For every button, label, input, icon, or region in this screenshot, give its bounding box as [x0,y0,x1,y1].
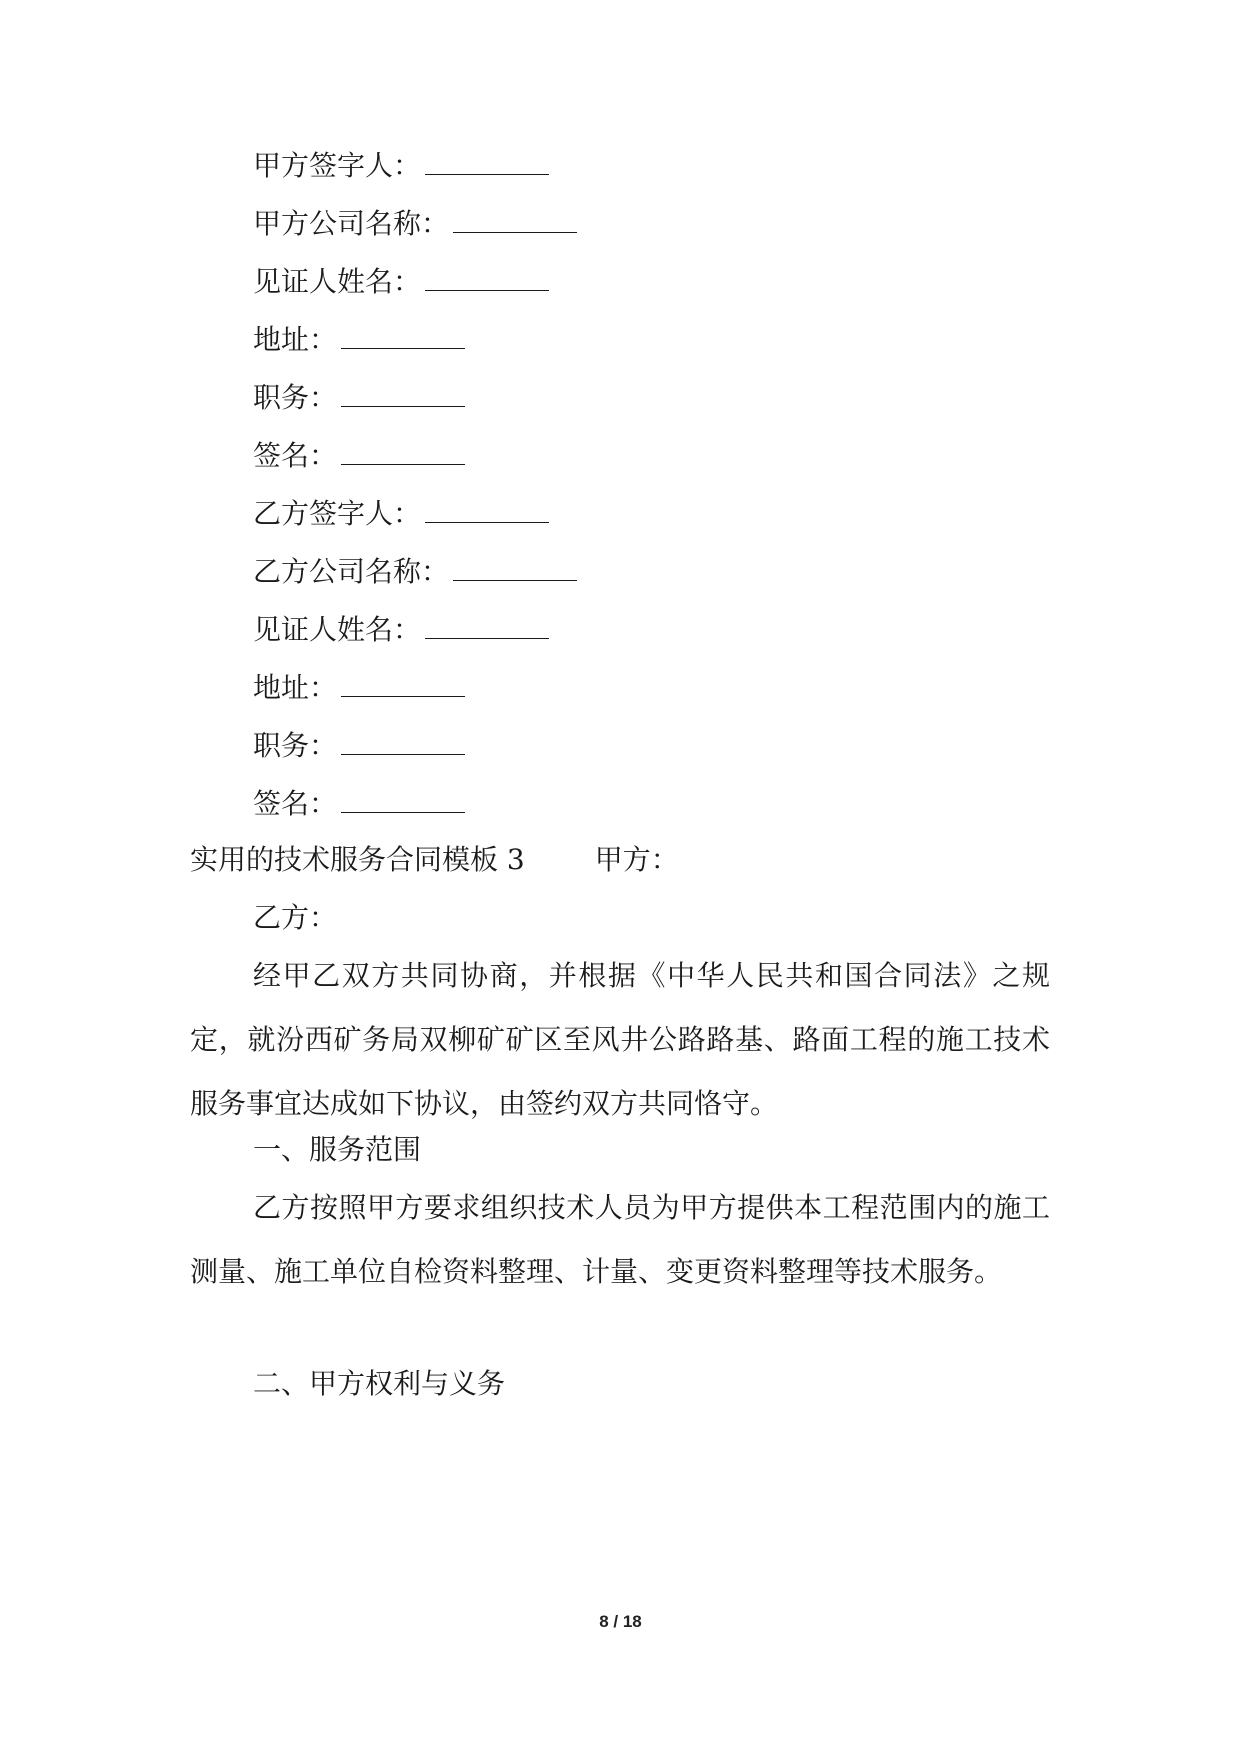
party-a-witness-label: 见证人姓名： [253,265,422,298]
party-a-sign-blank[interactable] [341,442,465,465]
party-a-signer-line [253,148,549,184]
party-b-company-line [253,554,577,590]
party-b-witness-label: 见证人姓名： [253,613,422,646]
party-a-position-blank[interactable] [341,384,465,407]
intro-paragraph [190,944,1050,1136]
party-b-address-line [253,670,465,706]
page-number: 8 / 18 [599,1612,642,1631]
party-b-sign-blank[interactable] [341,790,465,813]
party-b-company-label: 乙方公司名称： [253,555,450,588]
party-a-company-label: 甲方公司名称： [253,207,450,240]
section-2-heading [253,1366,505,1402]
party-b-sign-label: 签名： [253,787,338,820]
party-b-address-label: 地址： [253,671,338,704]
party-a-company-line [253,206,577,242]
party-b-witness-blank[interactable] [425,616,549,639]
template-party-b-line [253,900,337,936]
section-1-heading [253,1132,421,1168]
party-a-witness-line [253,264,549,300]
party-a-position-line [253,380,465,416]
template-party-b: 乙方： [253,901,338,934]
party-a-sign-line [253,438,465,474]
party-b-sign-line [253,786,465,822]
party-a-sign-label: 签名： [253,439,338,472]
section-1-text: 乙方按照甲方要求组织技术人员为甲方提供本工程范围内的施工测量、施工单位自检资料整理、计量、变更资料整理等技术服务。 [190,1191,1050,1288]
section-2-heading-text: 二、甲方权利与义务 [253,1367,506,1400]
party-b-signer-label: 乙方签字人： [253,497,422,530]
intro-text: 经甲乙双方共同协商，并根据《中华人民共和国合同法》之规定，就汾西矿务局双柳矿矿区至风井公路路基、路面工程的施工技术服务事宜达成如下协议，由签约双方共同恪守。 [190,959,1050,1120]
template-heading-line [190,842,679,878]
template-title: 实用的技术服务合同模板 3 [190,843,525,876]
section-1-heading-text: 一、服务范围 [253,1133,422,1166]
party-b-address-blank[interactable] [341,674,465,697]
party-a-position-label: 职务： [253,381,338,414]
party-a-address-label: 地址： [253,323,338,356]
party-b-witness-line [253,612,549,648]
party-a-signer-blank[interactable] [425,152,549,175]
party-b-position-label: 职务： [253,729,338,762]
party-a-address-blank[interactable] [341,326,465,349]
party-b-position-blank[interactable] [341,732,465,755]
party-b-company-blank[interactable] [453,558,577,581]
party-a-witness-blank[interactable] [425,268,549,291]
section-1-paragraph [190,1176,1050,1304]
party-a-signer-label: 甲方签字人： [253,149,422,182]
party-a-address-line [253,322,465,358]
party-a-company-blank[interactable] [453,210,577,233]
party-b-signer-line [253,496,549,532]
party-b-position-line [253,728,465,764]
template-party-a: 甲方： [594,843,679,876]
party-b-signer-blank[interactable] [425,500,549,523]
